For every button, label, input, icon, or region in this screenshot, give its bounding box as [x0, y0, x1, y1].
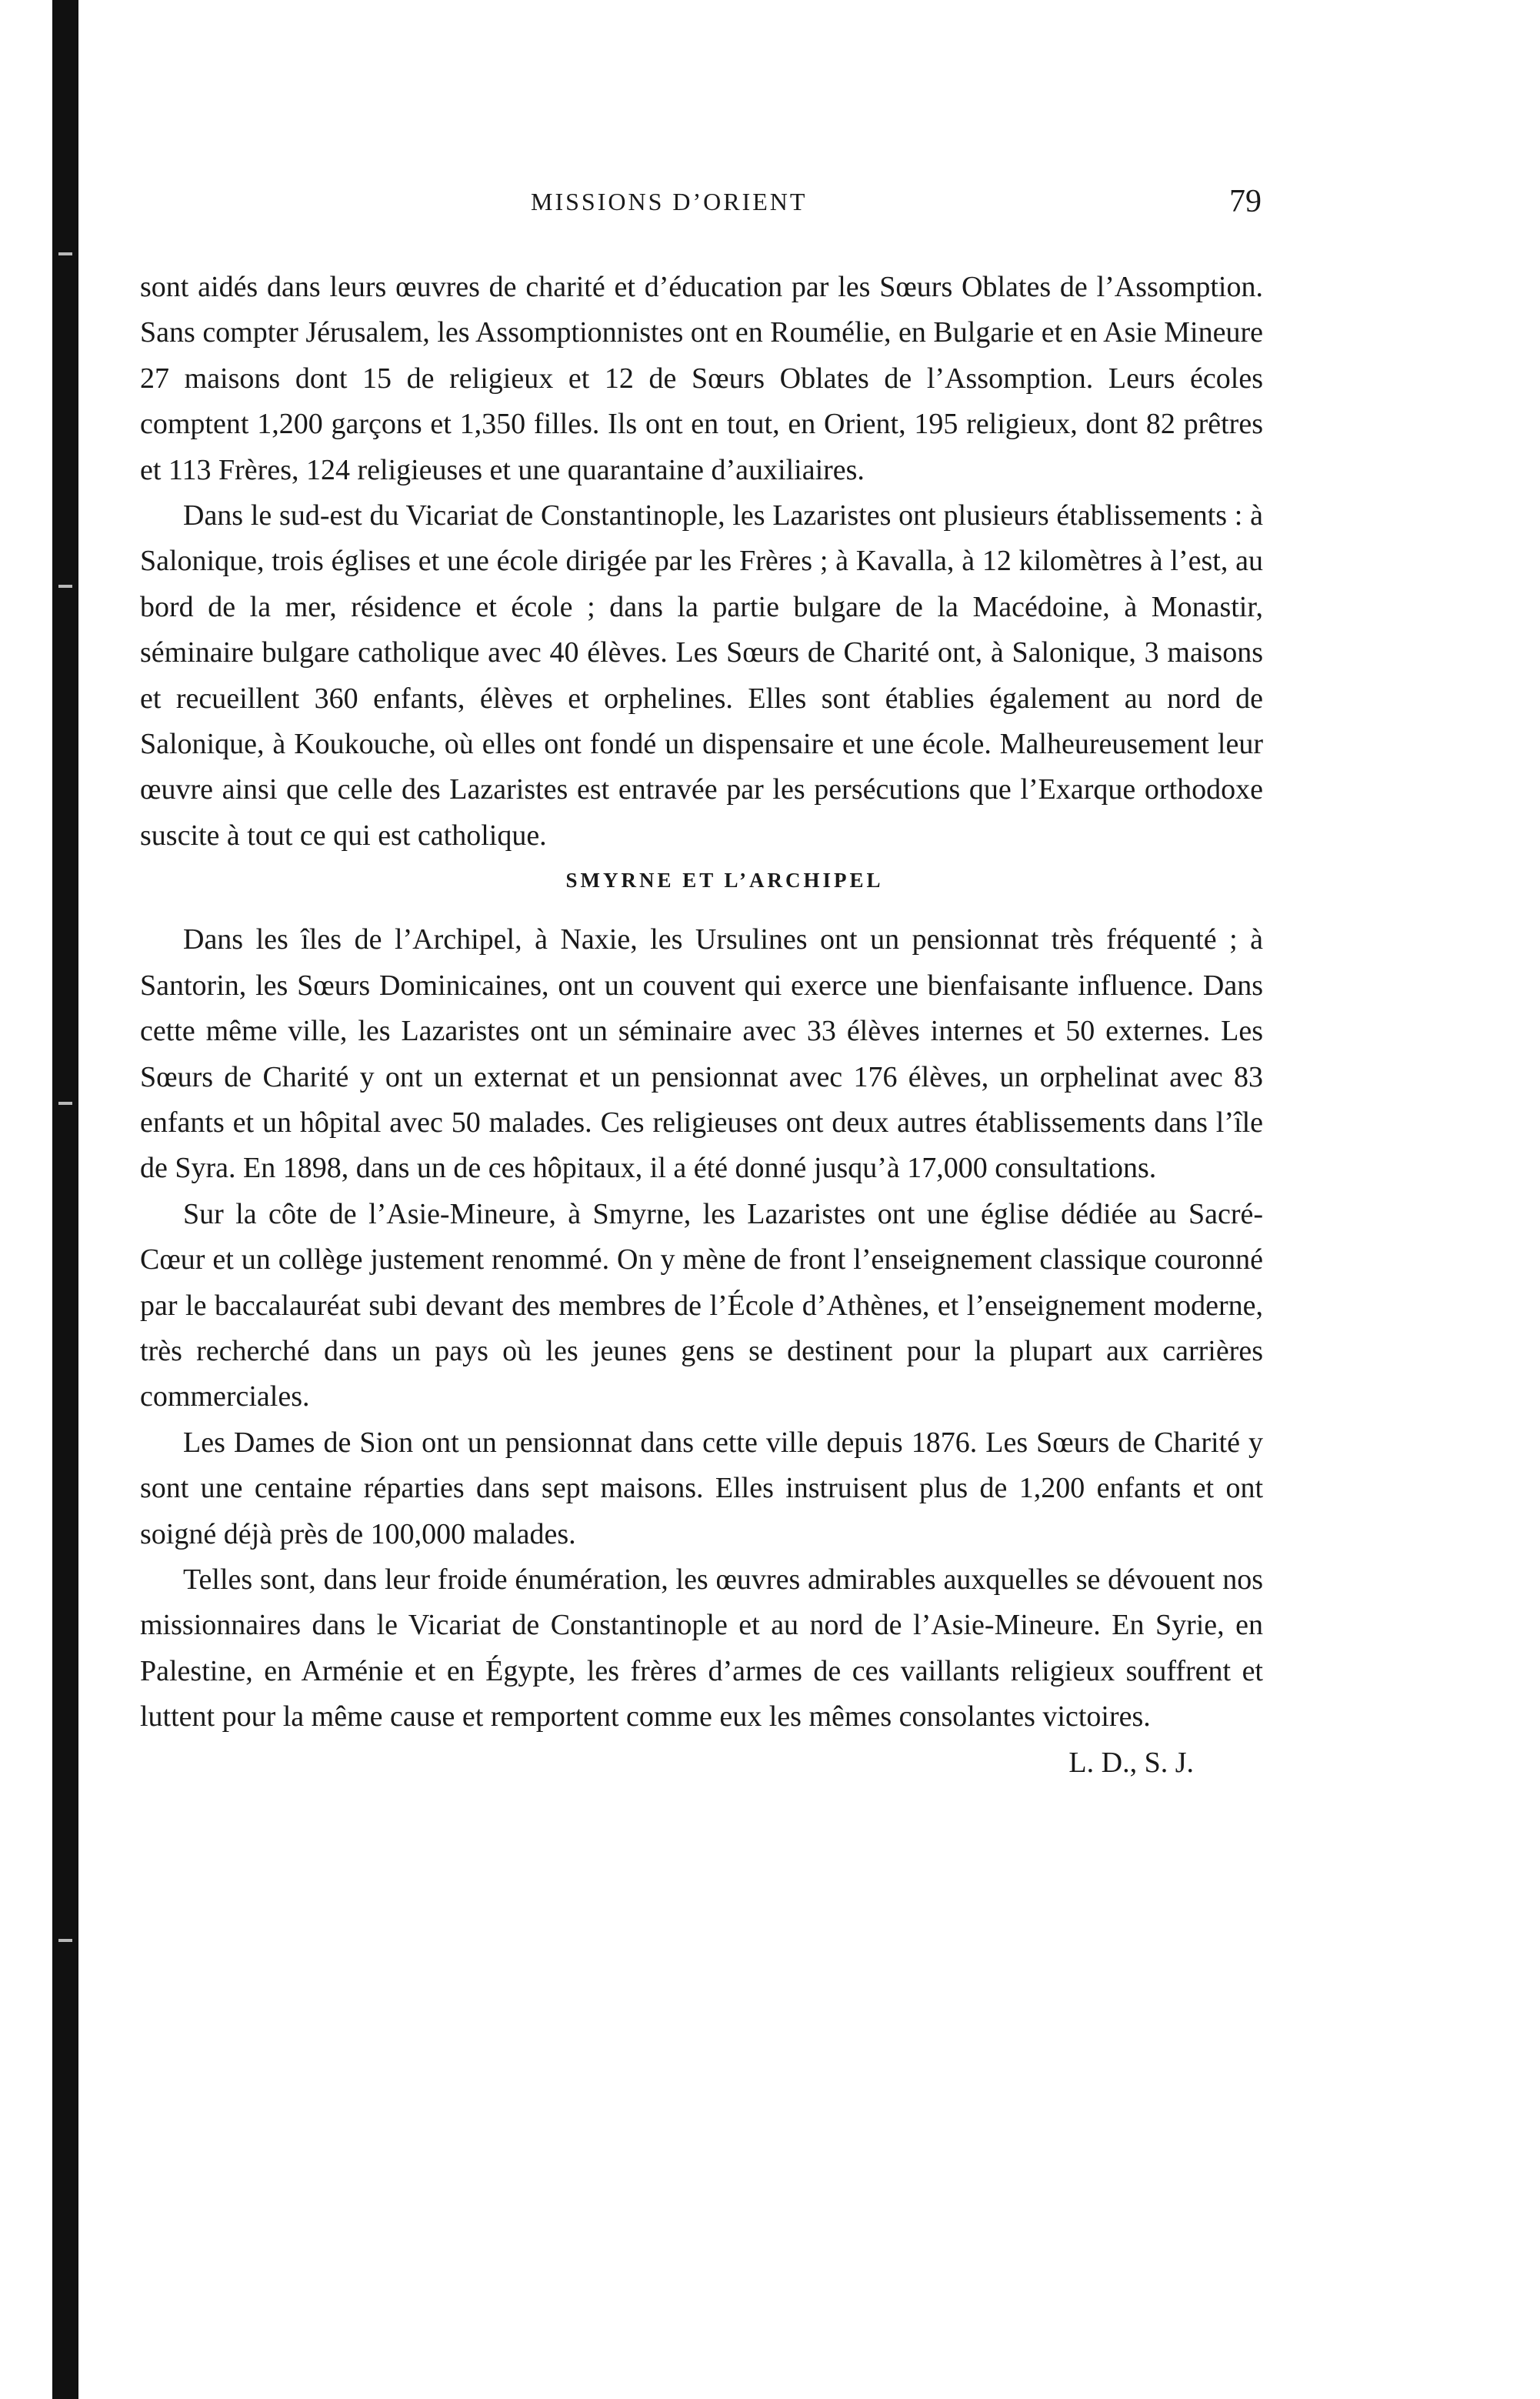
book-binding-edge	[52, 0, 78, 2399]
section-heading: SMYRNE ET L’ARCHIPEL	[565, 869, 884, 893]
running-title: MISSIONS D’ORIENT	[531, 188, 808, 215]
paragraph-archipel: Dans les îles de l’Archipel, à Naxie, les Ursulines ont un pensionnat très fréquenté ; à Santorin, les Sœurs Dominicaines, ont un couvent qui exerce une bienfaisante influence. Dans cette même ville, les Lazaristes ont un séminaire avec 33 élèves internes et 50 externes. Les Sœurs de Charité y ont un externat et un pensionnat avec 176 élèves, un orphelinat avec 83 enfants et un hôpital avec 50 malades. Ces religieuses ont deux autres établissements dans l’île de Syra. En 1898, dans un de ces hôpitaux, il a été donné jusqu’à 17,000 consultations.	[140, 923, 1263, 1185]
paragraph-lazaristes: Dans le sud-est du Vicariat de Constantinople, les Lazaristes ont plusieurs établissements : à Salonique, trois églises et une école dirigée par les Frères ; à Kavalla, à 12 kilomètres à l’est, au bord de la mer, résidence et école ; dans la partie bulgare de la Macédoine, à Monastir, séminaire bulgare catholique avec 40 élèves. Les Sœurs de Charité ont, à Salonique, 3 maisons et recueillent 360 enfants, élèves et orphelines. Elles sont établies également au nord de Salonique, à Koukouche, où elles ont fondé un dispensaire et une école. Malheureusement leur œuvre ainsi que celle des Lazaristes est entravée par les persécutions que l’Exarque orthodoxe suscite à tout ce qui est catholique.	[140, 499, 1263, 852]
paragraph-smyrne: Sur la côte de l’Asie-Mineure, à Smyrne, les Lazaristes ont une église dédiée au Sacré-Cœur et un collège justement renommé. On y mène de front l’enseignement classique couronné par le baccalauréat subi devant des membres de l’École d’Athènes, et l’enseignement moderne, très recherché dans un pays où les jeunes gens se destinent pour la plupart aux carrières commerciales.	[140, 1197, 1263, 1413]
text-column	[140, 265, 1263, 1786]
paragraph-conclusion: Telles sont, dans leur froide énumération, les œuvres admirables auxquelles se dévouent nos missionnaires dans le Vicariat de Constantinople et au nord de l’Asie-Mineure. En Syrie, en Palestine, en Arménie et en Égypte, les frères d’armes de ces vaillants religieux souffrent et luttent pour la même cause et remportent comme eux les mêmes consolantes victoires.	[140, 1563, 1263, 1733]
running-head	[138, 184, 1262, 234]
author-signature: L. D., S. J.	[1068, 1746, 1194, 1779]
binding-speck	[58, 1102, 72, 1105]
paragraph-dames-de-sion: Les Dames de Sion ont un pensionnat dans cette ville depuis 1876. Les Sœurs de Charité y sont une centaine réparties dans sept maisons. Elles instruisent plus de 1,200 enfants et ont soigné déjà près de 100,000 malades.	[140, 1426, 1263, 1550]
binding-speck	[58, 252, 72, 255]
binding-speck	[58, 585, 72, 588]
binding-speck	[58, 1939, 72, 1942]
paragraph-continued: sont aidés dans leurs œuvres de charité et d’éducation par les Sœurs Oblates de l’Assomption. Sans compter Jérusalem, les Assomptionnistes ont en Roumélie, en Bulgarie et en Asie Mineure 27 maisons dont 15 de religieux et 12 de Sœurs Oblates de l’Assomption. Leurs écoles comptent 1,200 garçons et 1,350 filles. Ils ont en tout, en Orient, 195 religieux, dont 82 prêtres et 113 Frères, 124 religieuses et une quarantaine d’auxiliaires.	[140, 271, 1263, 486]
page-number: 79	[1229, 184, 1262, 219]
